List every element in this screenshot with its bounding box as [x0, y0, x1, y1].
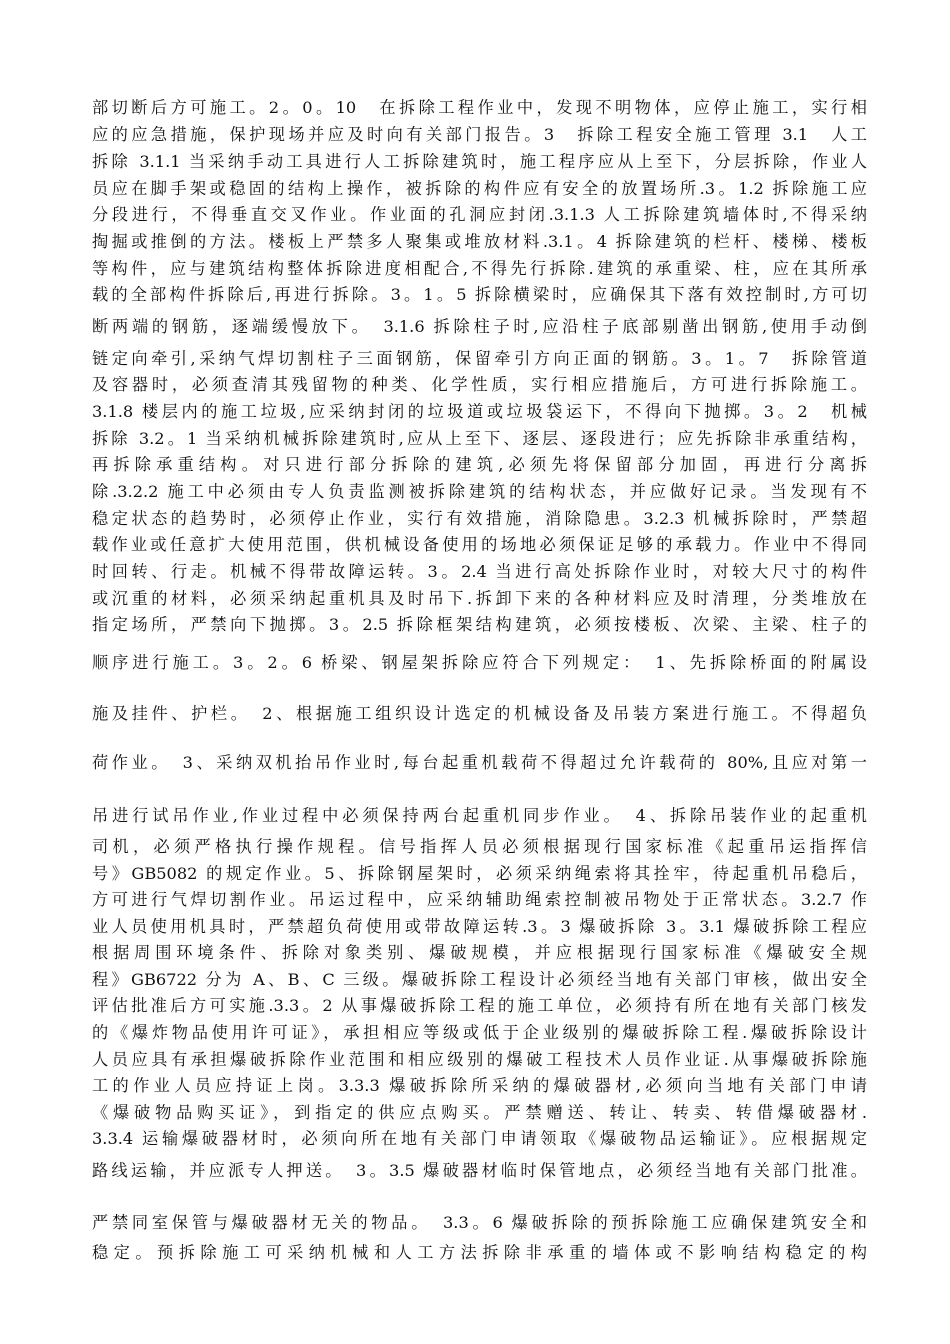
text-line: 掏掘或推倒的方法。楼板上严禁多人聚集或堆放材料.3.1。4 拆除建筑的栏杆、楼梯、楼板	[92, 232, 867, 251]
text-line: 稳定。预拆除施工可采纳机械和人工方法拆除非承重的墙体或不影响结构稳定的构	[92, 1243, 867, 1262]
text-line: 荷作业。 3、采纳双机抬吊作业时,每台起重机载荷不得超过允许载荷的 80%,且应对第一	[92, 753, 867, 772]
text-line: 部切断后方可施工。2。0。10 在拆除工程作业中，发现不明物体，应停止施工，实行相	[92, 98, 867, 117]
text-line: 方可进行气焊切割作业。吊运过程中，应采纳辅助绳索控制被吊物处于正常状态。3.2.7 作	[92, 890, 867, 909]
text-line: 等构件，应与建筑结构整体拆除进度相配合,不得先行拆除.建筑的承重梁、柱，应在其所承	[92, 259, 867, 278]
text-line: 断两端的钢筋，逐端缓慢放下。 3.1.6 拆除柱子时,应沿柱子底部剔凿出钢筋,使用手动倒	[92, 317, 867, 336]
text-line: 载的全部构件拆除后,再进行拆除。3。1。5 拆除横梁时，应确保其下落有效控制时,方可切	[92, 285, 867, 304]
text-line: 号》GB5082 的规定作业。5、拆除钢屋架时，必须采纳绳索将其拴牢，待起重机吊稳后，	[92, 864, 867, 883]
text-line: 《爆破物品购买证》，到指定的供应点购买。严禁赠送、转让、转卖、转借爆破器材.	[92, 1103, 867, 1122]
text-line: 链定向牵引,采纳气焊切割柱子三面钢筋，保留牵引方向正面的钢筋。3。1。7 拆除管道	[92, 349, 867, 368]
text-line: 司机，必须严格执行操作规程。信号指挥人员必须根据现行国家标准《起重吊运指挥信	[92, 837, 867, 856]
text-line: 稳定状态的趋势时，必须停止作业，实行有效措施，消除隐患。3.2.3 机械拆除时，严禁超	[92, 509, 867, 528]
text-line: 3.3.4 运输爆破器材时，必须向所在地有关部门申请领取《爆破物品运输证》。应根据规定	[92, 1129, 867, 1148]
text-line: 员应在脚手架或稳固的结构上操作，被拆除的构件应有安全的放置场所.3。1.2 拆除施工应	[92, 179, 867, 198]
text-line: 时回转、行走。机械不得带故障运转。3。2.4 当进行高处拆除作业时，对较大尺寸的构件	[92, 562, 867, 581]
text-line: 顺序进行施工。3。2。6 桥梁、钢屋架拆除应符合下列规定： 1、先拆除桥面的附属设	[92, 653, 867, 672]
text-line: 根据周围环境条件、拆除对象类别、爆破规模，并应根据现行国家标准《爆破安全规	[92, 943, 867, 962]
text-line: 评估批准后方可实施.3.3。2 从事爆破拆除工程的施工单位，必须持有所在地有关部门核发	[92, 996, 867, 1015]
text-line: 载作业或任意扩大使用范围，供机械设备使用的场地必须保证足够的承载力。作业中不得同	[92, 535, 867, 554]
text-line: 的《爆炸物品使用许可证》，承担相应等级或低于企业级别的爆破拆除工程.爆破拆除设计	[92, 1023, 867, 1042]
text-line: 路线运输，并应派专人押送。 3。3.5 爆破器材临时保管地点，必须经当地有关部门批准。	[92, 1161, 867, 1180]
text-line: 再拆除承重结构。对只进行部分拆除的建筑,必须先将保留部分加固，再进行分离拆	[92, 455, 867, 474]
text-line: 或沉重的材料，必须采纳起重机具及时吊下.拆卸下来的各种材料应及时清理，分类堆放在	[92, 589, 867, 608]
text-line: 分段进行，不得垂直交叉作业。作业面的孔洞应封闭.3.1.3 人工拆除建筑墙体时,不得采纳	[92, 205, 867, 224]
text-line: 严禁同室保管与爆破器材无关的物品。 3.3。6 爆破拆除的预拆除施工应确保建筑安全和	[92, 1213, 867, 1232]
text-line: 指定场所，严禁向下抛掷。3。2.5 拆除框架结构建筑，必须按楼板、次梁、主梁、柱子的	[92, 615, 867, 634]
text-line: 3.1.8 楼层内的施工垃圾,应采纳封闭的垃圾道或垃圾袋运下，不得向下抛掷。3。2 机械	[92, 402, 867, 421]
text-line: 施及挂件、护栏。 2、根据施工组织设计选定的机械设备及吊装方案进行施工。不得超负	[92, 704, 867, 723]
text-line: 业人员使用机具时，严禁超负荷使用或带故障运转.3。3 爆破拆除 3。3.1 爆破拆除工程应	[92, 917, 867, 936]
text-line: 工的作业人员应持证上岗。3.3.3 爆破拆除所采纳的爆破器材,必须向当地有关部门申请	[92, 1076, 867, 1095]
text-line: 拆除 3.2。1 当采纳机械拆除建筑时,应从上至下、逐层、逐段进行；应先拆除非承重结构，	[92, 429, 867, 448]
text-line: 人员应具有承担爆破拆除作业范围和相应级别的爆破工程技术人员作业证.从事爆破拆除施	[92, 1050, 867, 1069]
text-line: 及容器时，必须查清其残留物的种类、化学性质，实行相应措施后，方可进行拆除施工。	[92, 375, 867, 394]
text-line: 除.3.2.2 施工中必须由专人负责监测被拆除建筑的结构状态，并应做好记录。当发现有不	[92, 482, 867, 501]
text-line: 程》GB6722 分为 A、B、C 三级。爆破拆除工程设计必须经当地有关部门审核，做出安全	[92, 970, 867, 989]
text-line: 应的应急措施，保护现场并应及时向有关部门报告。3 拆除工程安全施工管理 3.1 人工	[92, 125, 867, 144]
text-line: 吊进行试吊作业,作业过程中必须保持两台起重机同步作业。 4、拆除吊装作业的起重机	[92, 806, 867, 825]
text-line: 拆除 3.1.1 当采纳手动工具进行人工拆除建筑时，施工程序应从上至下，分层拆除，作业人	[92, 152, 867, 171]
